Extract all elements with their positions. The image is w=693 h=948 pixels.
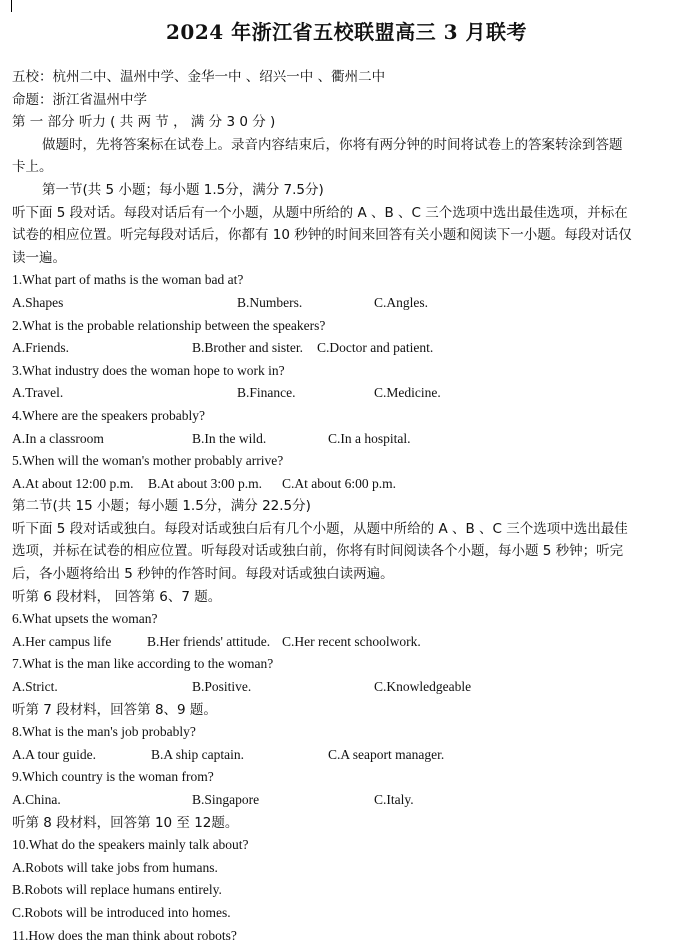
material-heading: 听第 7 段材料，回答第 8、9 题。: [12, 701, 217, 718]
question-text: 11.How does the man think about robots?: [12, 927, 237, 943]
option-b: B.Robots will replace humans entirely.: [12, 882, 222, 898]
option-b: B.Brother and sister.: [192, 340, 303, 356]
option-a: A.Robots will take jobs from humans.: [12, 859, 218, 875]
option-c: C.Angles.: [374, 294, 428, 310]
schools-line: 五校：杭州二中、温州中学、金华一中 、绍兴一中 、衢州二中: [12, 69, 386, 85]
option-a: A.Friends.: [12, 340, 69, 356]
option-b: B.Positive.: [192, 679, 252, 695]
options-row: [12, 428, 672, 451]
option-a: A.A tour guide.: [12, 746, 96, 762]
question-text: 9.Which country is the woman from?: [12, 769, 214, 785]
options-row: [12, 337, 672, 360]
options-row: [12, 789, 672, 812]
option-a: A.In a classroom: [12, 430, 104, 446]
options-row: [12, 676, 672, 699]
instruction-line: 做题时，先将答案标在试卷上。录音内容结束后，你将有两分钟的时间将试卷上的答案转涂到答题: [42, 136, 623, 153]
section1-desc: 试卷的相应位置。听完每段对话后，你都有 10 秒钟的时间来回答有关小题和阅读下一小题。每段对话仅: [12, 227, 632, 244]
option-c: C.Doctor and patient.: [317, 340, 434, 356]
option-b: B.Finance.: [237, 385, 296, 401]
options-row: [12, 631, 672, 654]
section1-desc: 读一遍。: [12, 249, 66, 266]
option-a: A.China.: [12, 792, 61, 807]
option-a: A.Travel.: [12, 385, 64, 401]
option-c: C.At about 6:00 p.m.: [282, 475, 396, 491]
option-b: B.At about 3:00 p.m.: [148, 475, 262, 491]
question-text: 4.Where are the speakers probably?: [12, 407, 206, 423]
part-title: 第 一 部分 听力 ( 共 两 节 ， 满 分 3 0 分 ): [12, 114, 276, 131]
options-row: [12, 473, 672, 496]
option-c: C.Knowledgeable: [374, 679, 472, 695]
option-c: C.Italy.: [374, 792, 414, 807]
question-text: 1.What part of maths is the woman bad at?: [12, 272, 244, 288]
material-heading: 听第 8 段材料，回答第 10 至 12题。: [12, 814, 239, 831]
option-a: A.At about 12:00 p.m.: [12, 475, 134, 491]
option-b: B.Singapore: [192, 792, 260, 807]
section2-desc: 听下面 5 段对话或独白。每段对话或独白后有几个小题，从题中所给的 A 、B 、C 三个选项中选出最佳: [12, 520, 628, 537]
text-cursor: [11, 0, 12, 12]
setter-line: 命题：浙江省温州中学: [12, 91, 147, 108]
section1-desc: 听下面 5 段对话。每段对话后有一个小题，从题中所给的 A 、B 、C 三个选项中选出最佳选项，并标在: [12, 204, 628, 221]
option-c: C.In a hospital.: [328, 430, 411, 446]
exam-title: 2024 年浙江省五校联盟高三 3 月联考: [166, 20, 527, 44]
option-c: C.Robots will be introduced into homes.: [12, 904, 231, 920]
question-text: 3.What industry does the woman hope to work in?: [12, 362, 285, 378]
question-text: 6.What upsets the woman?: [12, 611, 158, 627]
section1-title: 第一节(共 5 小题；每小题 1.5分，满分 7.5分): [42, 181, 324, 198]
options-row: [12, 382, 672, 405]
option-c: C.Her recent schoolwork.: [282, 633, 421, 649]
option-c: C.Medicine.: [374, 385, 441, 401]
document-body: [12, 66, 672, 947]
option-c: C.A seaport manager.: [328, 746, 445, 762]
question-text: 2.What is the probable relationship between the speakers?: [12, 317, 326, 333]
question-text: 8.What is the man's job probably?: [12, 724, 196, 740]
question-text: 5.When will the woman's mother probably arrive?: [12, 453, 284, 469]
option-a: A.Her campus life: [12, 633, 112, 649]
options-row: [12, 744, 672, 767]
material-heading: 听第 6 段材料， 回答第 6、7 题。: [12, 588, 222, 605]
section2-title: 第二节(共 15 小题；每小题 1.5分，满分 22.5分): [12, 498, 311, 515]
section2-desc: 后，各小题将给出 5 秒钟的作答时间。每段对话或独白读两遍。: [12, 566, 394, 583]
option-a: A.Strict.: [12, 679, 58, 695]
option-b: B.Numbers.: [237, 294, 303, 310]
option-b: B.In the wild.: [192, 430, 267, 446]
option-a: A.Shapes: [12, 294, 64, 310]
section2-desc: 选项，并标在试卷的相应位置。听每段对话或独白前，你将有时间阅读各个小题，每小题 5 秒钟；听完: [12, 543, 624, 560]
option-b: B.A ship captain.: [151, 746, 244, 762]
question-text: 7.What is the man like according to the woman?: [12, 656, 274, 672]
option-b: B.Her friends' attitude.: [147, 633, 271, 649]
question-text: 10.What do the speakers mainly talk about?: [12, 837, 249, 853]
instruction-line: 卡上。: [12, 159, 53, 176]
options-row: [12, 292, 672, 315]
